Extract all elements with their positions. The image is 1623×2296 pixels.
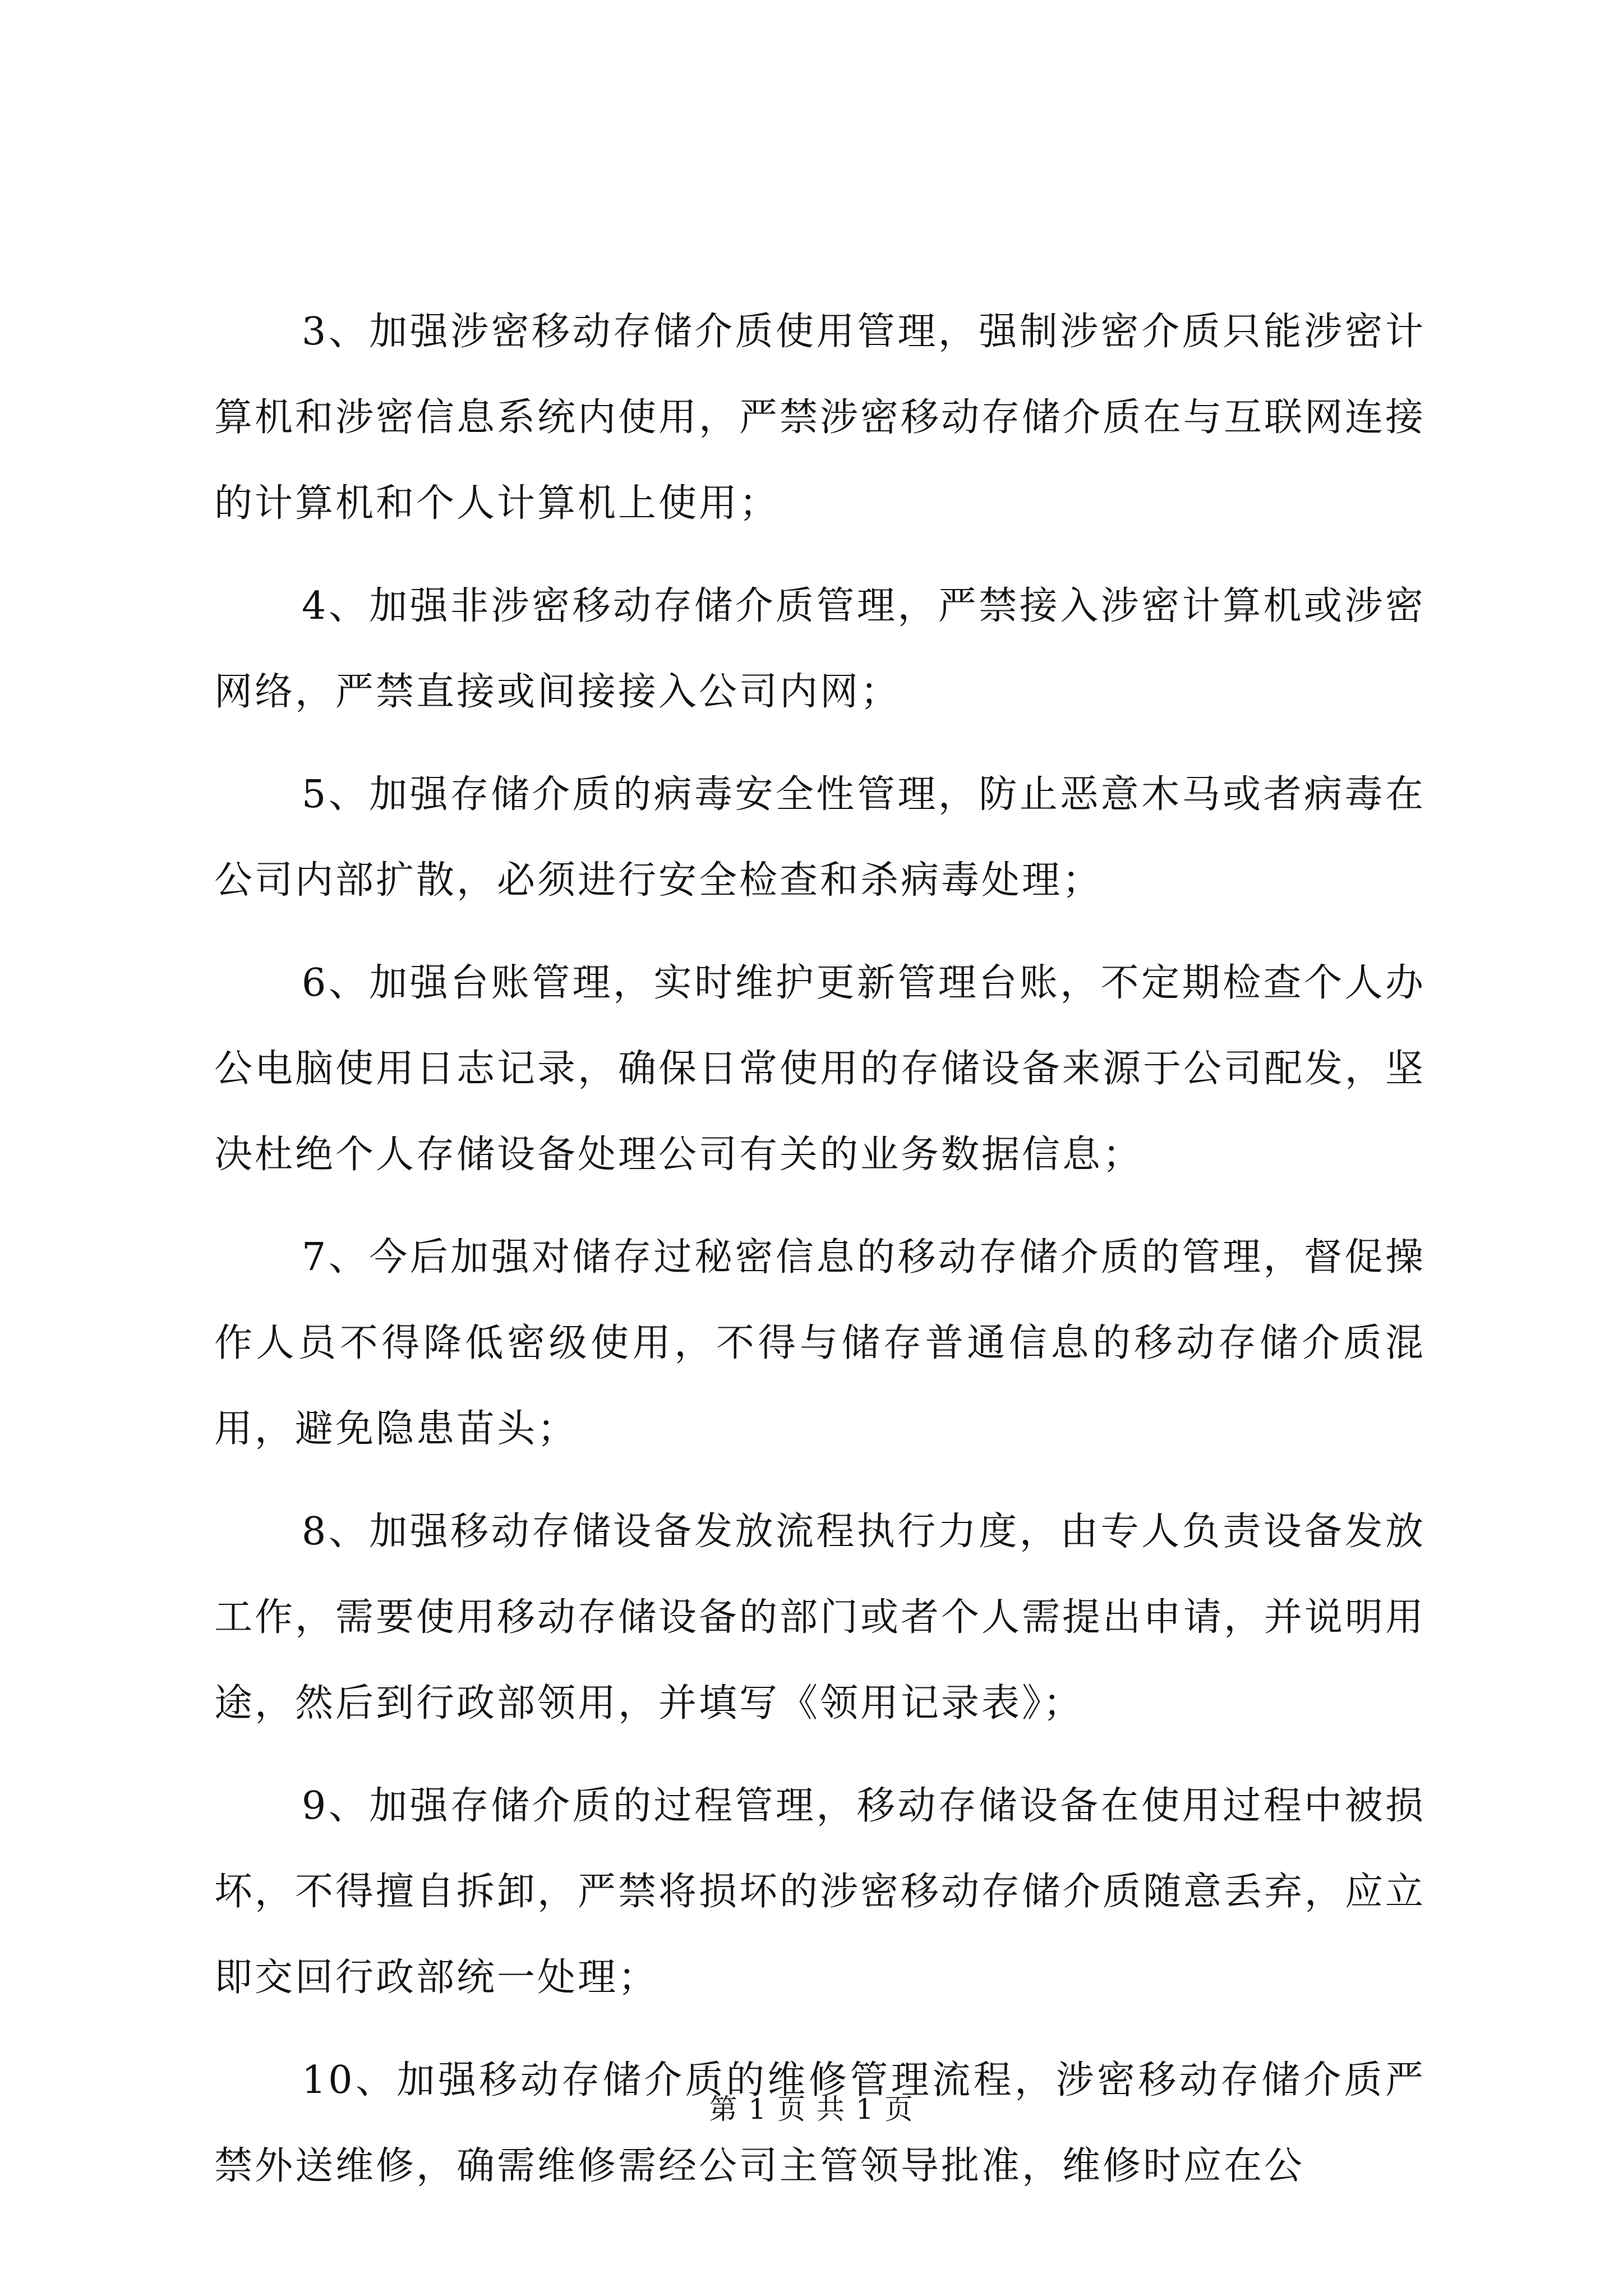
paragraph-item-3: 3、加强涉密移动存储介质使用管理，强制涉密介质只能涉密计算机和涉密信息系统内使用，严禁涉密移动存储介质在与互联网连接的计算机和个人计算机上使用； xyxy=(214,310,1426,526)
document-body xyxy=(214,289,1426,2226)
paragraph-item-8: 8、加强移动存储设备发放流程执行力度，由专人负责设备发放工作，需要使用移动存储设备的部门或者个人需提出申请，并说明用途，然后到行政部领用，并填写《领用记录表》； xyxy=(214,1510,1426,1726)
paragraph-item-4: 4、加强非涉密移动存储介质管理，严禁接入涉密计算机或涉密网络，严禁直接或间接接入公司内网； xyxy=(214,584,1426,714)
page-footer: 第 1 页 共 1 页 xyxy=(709,2093,914,2125)
paragraph-item-10: 10、加强移动存储介质的维修管理流程，涉密移动存储介质严禁外送维修，确需维修需经公司主管领导批准，维修时应在公 xyxy=(214,2058,1426,2188)
paragraph-item-5: 5、加强存储介质的病毒安全性管理，防止恶意木马或者病毒在公司内部扩散，必须进行安全检查和杀病毒处理； xyxy=(214,772,1426,903)
paragraph-item-9: 9、加强存储介质的过程管理，移动存储设备在使用过程中被损坏，不得擅自拆卸，严禁将损坏的涉密移动存储介质随意丢弃，应立即交回行政部统一处理； xyxy=(214,1784,1426,2000)
paragraph-item-6: 6、加强台账管理，实时维护更新管理台账，不定期检查个人办公电脑使用日志记录，确保日常使用的存储设备来源于公司配发，坚决杜绝个人存储设备处理公司有关的业务数据信息； xyxy=(214,961,1426,1177)
paragraph-item-7: 7、今后加强对储存过秘密信息的移动存储介质的管理，督促操作人员不得降低密级使用，不得与储存普通信息的移动存储介质混用，避免隐患苗头； xyxy=(214,1235,1426,1451)
